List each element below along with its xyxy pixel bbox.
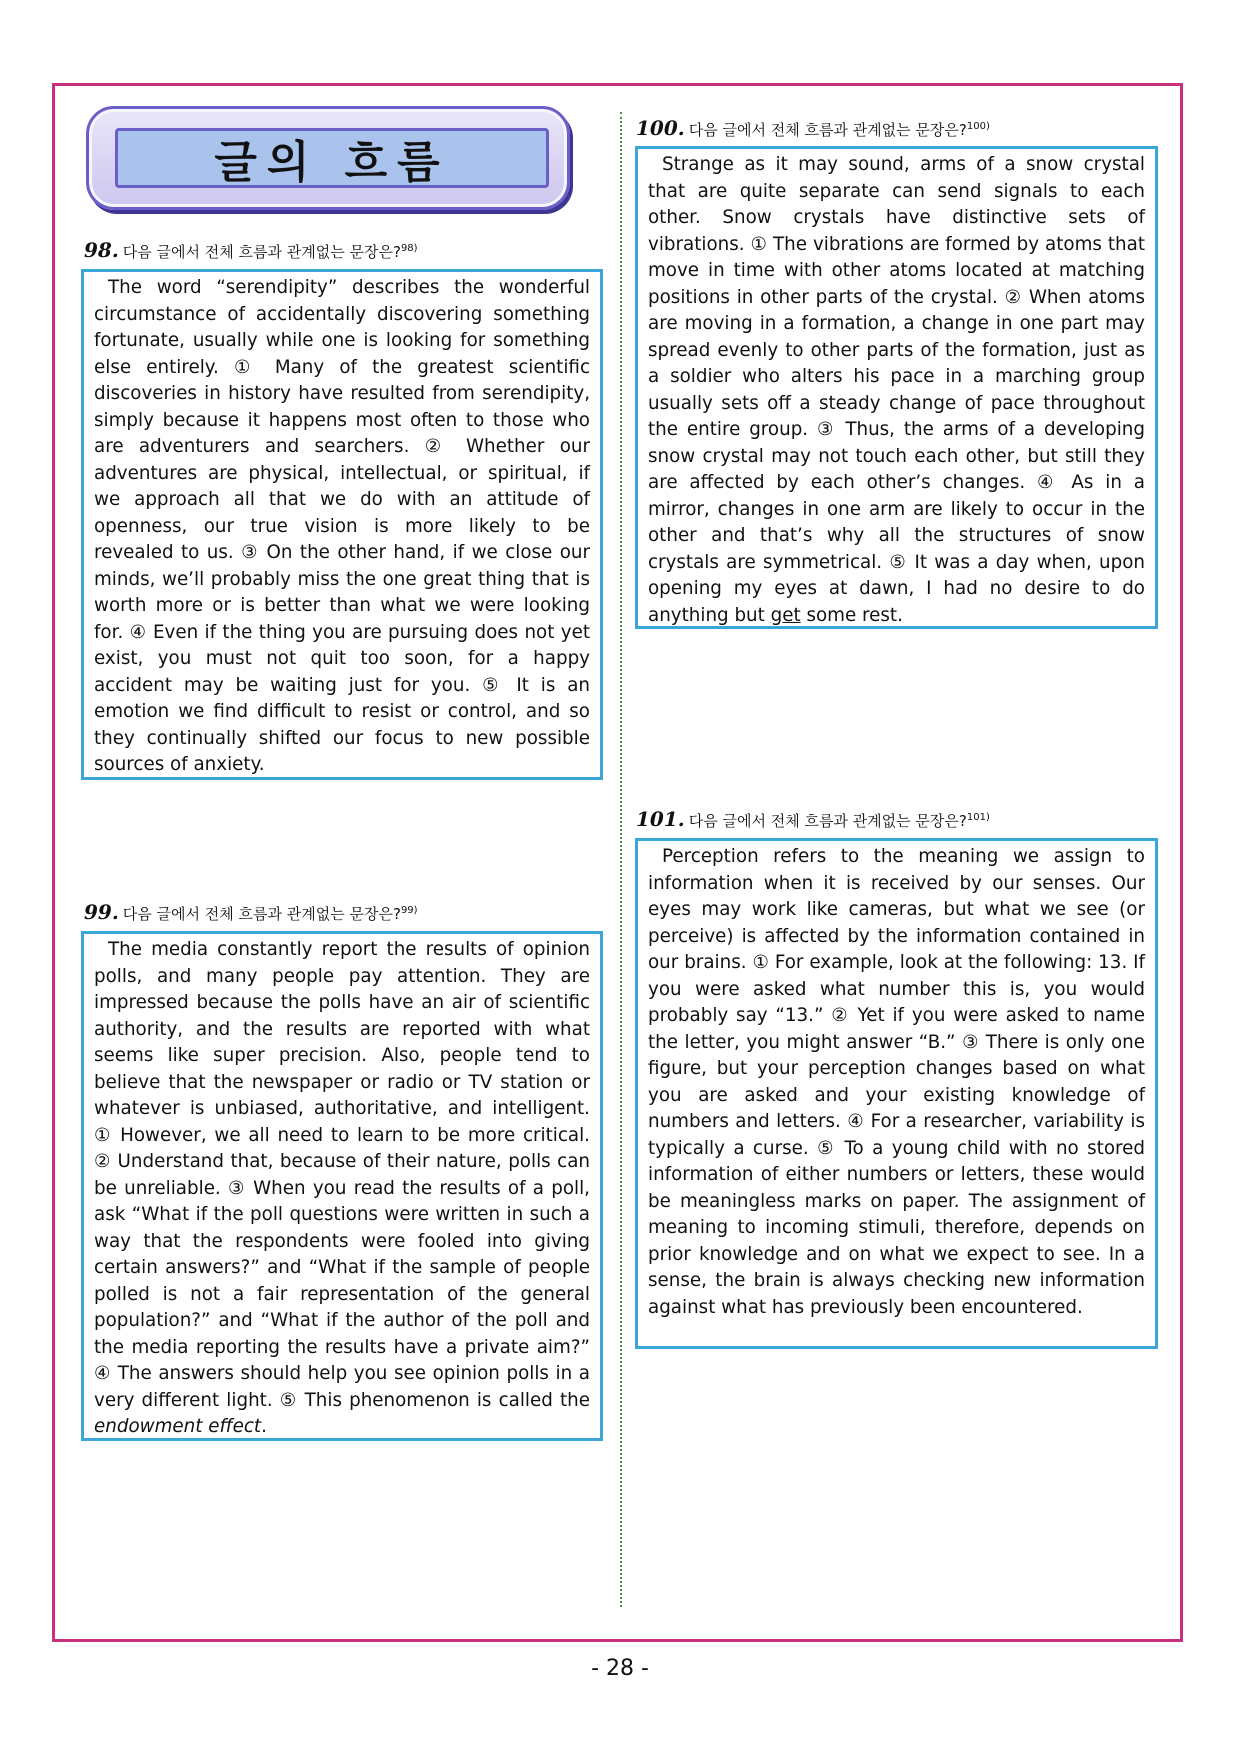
passage-italic-term: endowment effect: [94, 1416, 262, 1437]
passage-underlined-word: get: [770, 604, 801, 626]
question-98-header: [84, 238, 418, 262]
question-100-passage: [648, 152, 1145, 629]
question-99-header: [84, 900, 418, 924]
passage-text: Strange as it may sound, arms of a snow crystal that are quite separate can send signals to each other. Snow crystals have distinctive sets of vibrations. ① The vibrations are formed by atoms that move in time with other atoms located at matching positions in other parts of the crystal. ② When atoms are moving in a formation, a change in one part may spread evenly to other parts of the formation, just as a soldier who alters his pace in a marching group usually sets off a steady change of pace throughout the entire group. ③ Thus, the arms of a developing snow crystal may not touch each other, but still they are affected by each other’s changes. ④ As in a mirror, changes in one arm are likely to occur in the other and that’s why all the structures of snow crystals are symmetrical. ⑤ It was a day when, upon opening my eyes at dawn, I had no desire to do anything but: [648, 154, 1145, 626]
question-99-passage: [94, 937, 590, 1441]
section-banner-inner: [115, 128, 549, 188]
question-prompt: 다음 글에서 전체 흐름과 관계없는 문장은?: [688, 812, 967, 830]
column-divider: [620, 112, 622, 1607]
question-98-passage-box: [81, 269, 603, 780]
question-101-passage: Perception refers to the meaning we assign to information when it is received by our senses. Our eyes may work like cameras, but what we see (or perceive) is affected by the information contained in our brains. ① For example, look at the following: 13. If you were asked what number this is, you would probably say “13.” ② Yet if you were asked to name the letter, you might answer “B.” ③ There is only one figure, but your perception changes based on what you are asked and your existing knowledge of numbers and letters. ④ For a researcher, variability is typically a curse. ⑤ To a young child with no stored information of either numbers or letters, these would be meaningless marks on paper. The assignment of meaning to incoming stimuli, therefore, depends on prior knowledge and on what we expect to see. In a sense, the brain is always checking new information against what has previously been encountered.: [648, 846, 1145, 1318]
question-ref: 100): [966, 121, 990, 132]
question-number: 100.: [636, 116, 685, 140]
question-98-passage: The word “serendipity” describes the wonderful circumstance of accidentally discovering something fortunate, usually while one is looking for something else entirely. ① Many of the greatest scientific discoveries in history have resulted from serendipity, simply because it happens most often to those who are adventurers and searchers. ② Whether our adventures are physical, intellectual, or spiritual, if we approach all that we do with an attitude of openness, our true vision is more likely to be revealed to us. ③ On the other hand, if we close our minds, we’ll probably miss the one great thing that is worth more or is better than what we were looking for. ④ Even if the thing you are pursuing does not yet exist, you must not quit too soon, for a happy accident may be waiting just for you. ⑤ It is an emotion we find difficult to resist or control, and so they continually shifted our focus to new possible sources of anxiety.: [94, 277, 590, 775]
question-prompt: 다음 글에서 전체 흐름과 관계없는 문장은?: [122, 243, 401, 261]
question-number: 101.: [636, 807, 685, 831]
question-number: 98.: [84, 238, 119, 262]
page-number: - 28 -: [591, 1656, 649, 1681]
question-99-passage-box: [81, 931, 603, 1441]
question-101-passage-box: [635, 838, 1158, 1349]
question-ref: 99): [400, 905, 418, 916]
question-prompt: 다음 글에서 전체 흐름과 관계없는 문장은?: [688, 121, 967, 139]
passage-end: .: [261, 1416, 267, 1437]
question-prompt: 다음 글에서 전체 흐름과 관계없는 문장은?: [122, 905, 401, 923]
section-title: 글의 흐름: [214, 137, 450, 188]
passage-text: The media constantly report the results of opinion polls, and many people pay attention. They are impressed because the polls have an air of scientific authority, and the results are reported with what seems like super precision. Also, people tend to believe that the newspaper or radio or TV station or whatever is unbiased, authoritative, and intelligent. ① However, we all need to learn to be more critical. ② Understand that, because of their nature, polls can be unreliable. ③ When you read the results of a poll, ask “What if the poll questions were written in such a way that the respondents were fooled into giving certain answers?” and “What if the sample of people polled is not a fair representation of the general population?” and “What if the author of the poll and the media reporting the results have a private aim?” ④ The answers should help you see opinion polls in a very different light. ⑤ This phenomenon is called the: [94, 939, 590, 1411]
question-100-header: [636, 116, 990, 140]
question-number: 99.: [84, 900, 119, 924]
question-ref: 101): [966, 812, 990, 823]
question-ref: 98): [400, 243, 418, 254]
question-100-passage-box: [635, 146, 1158, 629]
question-101-header: [636, 807, 990, 831]
passage-end: some rest.: [800, 604, 903, 626]
